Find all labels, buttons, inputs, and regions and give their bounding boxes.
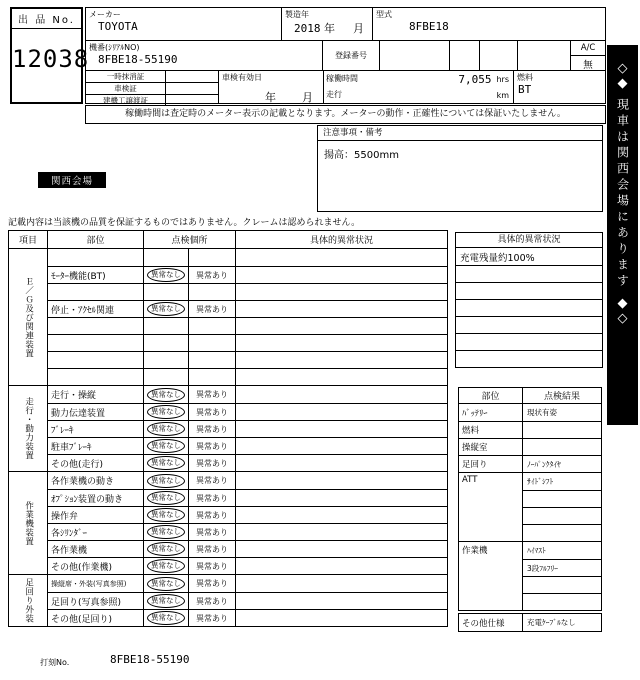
ng-label: 異常あり <box>196 304 228 314</box>
detail-cell <box>236 267 447 283</box>
exhibit-no-header: 出 品 No. <box>12 9 81 29</box>
result-row-fuel: 燃料 <box>459 421 601 438</box>
result-table-workunit <box>458 541 602 611</box>
part-label: 動力伝達装置 <box>48 404 144 420</box>
ng-label: 異常あり <box>196 407 228 417</box>
ng-label: 異常あり <box>196 510 228 520</box>
detail-cell <box>236 610 447 626</box>
inspection-row <box>48 592 447 609</box>
work-result: ﾊｲﾏｽﾄ <box>527 546 546 555</box>
detail-cell <box>236 593 447 609</box>
ng-label: 異常あり <box>196 476 228 485</box>
year-unit: 年 <box>324 22 335 35</box>
doc-label: 車検証 <box>86 83 166 94</box>
serial-cell <box>86 41 323 71</box>
result-table <box>458 387 602 542</box>
inspection-row <box>48 557 447 574</box>
inspection-table <box>8 230 448 627</box>
detail-cell <box>236 472 447 489</box>
ac-cell <box>571 41 605 71</box>
ok-circled: 異常なし <box>147 542 185 556</box>
inspection-row <box>48 403 447 420</box>
part-label: ﾌﾞﾚｰｷ <box>48 421 144 437</box>
inspection-row <box>48 300 447 317</box>
ng-label: 異常あり <box>196 596 228 606</box>
att-result <box>523 524 601 541</box>
machine-info-grid <box>85 7 606 104</box>
inspection-row <box>48 368 447 385</box>
result-block-workunit: 作業機 ﾊｲﾏｽﾄ 3段ﾌﾙﾌﾘｰ <box>459 542 601 610</box>
col-part: 部位 <box>48 231 144 248</box>
abnormal-detail-row <box>456 350 602 367</box>
inspection-row <box>48 609 447 626</box>
empty-cell <box>518 41 571 71</box>
part-label: その他(作業機) <box>48 558 144 574</box>
inspection-row <box>48 249 447 266</box>
document-checklist <box>86 71 219 103</box>
mfg-year-value: 2018 <box>294 22 321 35</box>
empty-cell <box>380 41 450 71</box>
section-drive <box>9 385 447 471</box>
ng-label: 異常あり <box>196 527 228 537</box>
col-part: 部位 <box>459 388 523 403</box>
ng-label: 異常あり <box>196 561 228 571</box>
inspection-row <box>48 489 447 506</box>
abnormal-detail-header: 具体的異常状況 <box>456 233 602 248</box>
stamp-no-label: 打刻No. <box>40 658 70 667</box>
maker-value: TOYOTA <box>98 20 138 33</box>
ok-circled: 異常なし <box>147 405 185 419</box>
detail-cell <box>236 507 447 523</box>
part-label: 操作弁 <box>48 507 144 523</box>
result-table-other <box>458 613 602 632</box>
inspection-row <box>48 575 447 592</box>
ng-label: 異常あり <box>196 390 228 399</box>
part-label: 各ｼﾘﾝﾀﾞｰ <box>48 524 144 540</box>
col-item: 項目 <box>9 231 48 248</box>
doc-value <box>166 83 218 94</box>
ok-circled: 異常なし <box>147 508 185 522</box>
quality-disclaimer: 記載内容は当該機の品質を保証するものではありません。クレームは認められません。 <box>8 218 361 228</box>
inspection-row <box>48 523 447 540</box>
ok-circled: 異常なし <box>147 474 185 488</box>
detail-cell <box>236 575 447 592</box>
att-result: ｻｲﾄﾞｼﾌﾄ <box>527 477 554 486</box>
ok-circled: 異常なし <box>147 525 185 539</box>
section-label: 作業機装置 <box>9 472 48 574</box>
part-label: 走行・操縦 <box>48 386 144 403</box>
remarks-header: 注意事項・備考 <box>318 126 602 141</box>
abnormal-detail-row <box>456 299 602 316</box>
inspection-row <box>48 351 447 368</box>
detail-cell <box>236 455 447 471</box>
ok-circled: 異常なし <box>147 302 185 316</box>
ac-value: 無 <box>583 59 593 71</box>
detail-cell <box>236 386 447 403</box>
inspection-row <box>48 506 447 523</box>
maker-cell <box>86 8 282 41</box>
maker-label: メーカー <box>89 10 121 19</box>
exhibit-no-box <box>10 7 90 104</box>
shaken-month-unit: 月 <box>302 91 313 104</box>
col-detail: 具体的異常状況 <box>309 236 373 246</box>
section-label: Ｅ／Ｇ及び関連装置 <box>9 249 48 385</box>
ok-circled: 異常なし <box>147 268 185 282</box>
hours-unit: hrs <box>496 74 509 84</box>
inspection-row <box>48 334 447 351</box>
stamp-no-value: 8FBE18-55190 <box>110 653 190 666</box>
shaken-year-unit: 年 <box>265 91 276 104</box>
ng-label: 異常あり <box>196 458 228 468</box>
part-label: ﾓｰﾀｰ機能(BT) <box>48 267 144 283</box>
doc-value <box>166 71 218 82</box>
att-result <box>523 490 601 507</box>
part-label: その他(足回り) <box>48 610 144 626</box>
work-result <box>523 593 601 610</box>
mfg-year-label: 製造年 <box>285 10 309 19</box>
part-label: 駐車ﾌﾞﾚｰｷ <box>48 438 144 454</box>
inspection-row <box>48 266 447 283</box>
inspection-row <box>48 317 447 334</box>
ok-circled: 異常なし <box>147 611 185 625</box>
part-label: 各作業機 <box>48 541 144 557</box>
doc-label: 建機工譲渡証 <box>86 95 166 106</box>
result-row-undercarriage: 足回り ﾉｰﾊﾟﾝｸﾀｲﾔ <box>459 455 601 472</box>
inspection-row <box>48 454 447 471</box>
shaken-label: 車検有効日 <box>222 73 262 82</box>
side-banner-text: 現車は関西会場にあります <box>615 98 630 290</box>
hours-label: 稼働時間 <box>326 74 358 83</box>
section-label: 走行・動力装置 <box>9 386 48 471</box>
section-exterior <box>9 574 447 626</box>
work-result <box>523 576 601 593</box>
inspection-row <box>48 420 447 437</box>
mileage-label: 走行 <box>326 90 342 99</box>
registration-no-cell: 登録番号 <box>323 41 380 71</box>
abnormal-detail-row <box>456 282 602 299</box>
abnormal-detail-box <box>455 232 603 368</box>
ng-label: 異常あり <box>196 579 228 588</box>
detail-cell <box>236 404 447 420</box>
abnormal-detail-row <box>456 265 602 282</box>
result-row-cabin: 操縦室 <box>459 438 601 455</box>
part-label: 停止・ｱｸｾﾙ関連 <box>48 301 144 317</box>
inspection-row <box>48 540 447 557</box>
doc-label: 一時抹消証 <box>86 71 166 82</box>
model-value: 8FBE18 <box>409 20 449 33</box>
abnormal-detail-row <box>456 316 602 333</box>
ok-circled: 異常なし <box>147 422 185 436</box>
abnormal-detail-row: 充電残量約100% <box>460 252 535 264</box>
section-eg <box>9 249 447 385</box>
fuel-label: 燃料 <box>517 73 533 82</box>
serial-label: 機番(ｼﾘｱﾙNO) <box>89 43 140 52</box>
shaken-validity-cell <box>219 71 324 103</box>
hours-value: 7,055 <box>458 72 492 86</box>
ok-circled: 異常なし <box>147 577 185 591</box>
section-label: 足回り外装 <box>9 575 48 626</box>
ng-label: 異常あり <box>196 544 228 554</box>
mileage-unit: km <box>496 90 509 100</box>
col-result: 点検結果 <box>543 392 580 402</box>
ac-label: A/C <box>571 41 605 56</box>
detail-cell <box>236 541 447 557</box>
ok-circled: 異常なし <box>147 559 185 573</box>
part-label: ｵﾌﾟｼｮﾝ装置の動き <box>48 490 144 506</box>
doc-row <box>86 71 218 83</box>
inspection-row <box>48 437 447 454</box>
detail-cell <box>236 438 447 454</box>
result-row-battery: ﾊﾞｯﾃﾘｰ 現状有姿 <box>459 404 601 421</box>
detail-cell <box>236 421 447 437</box>
hours-mileage-cell <box>324 71 514 103</box>
result-header-row <box>459 388 601 404</box>
work-result: 3段ﾌﾙﾌﾘｰ <box>523 559 601 576</box>
remarks-value: 揚高：5500mm <box>324 150 399 161</box>
part-label: 各作業機の動き <box>48 472 144 489</box>
col-point: 点検個所 <box>144 231 236 248</box>
ok-circled: 異常なし <box>147 439 185 453</box>
ng-label: 異常あり <box>196 424 228 434</box>
detail-cell <box>236 524 447 540</box>
exhibit-no-value: 12038 <box>12 45 90 73</box>
fuel-cell <box>514 71 605 103</box>
inspection-header-row <box>9 231 447 249</box>
part-label: 足回り(写真参照) <box>48 593 144 609</box>
diamond-filled-icon: ◆ <box>617 76 628 91</box>
inspection-row <box>48 472 447 489</box>
empty-cell <box>450 41 480 71</box>
meter-disclaimer: 稼働時間は査定時のメーター表示の記載となります。メーターの動作・正確性については保証いたしません。 <box>85 105 606 124</box>
att-result <box>523 507 601 524</box>
ok-circled: 異常なし <box>147 491 185 505</box>
result-block-att: ATT ｻｲﾄﾞｼﾌﾄ <box>459 472 601 541</box>
remarks-box <box>317 125 603 212</box>
serial-value: 8FBE18-55190 <box>98 53 178 66</box>
section-work <box>9 471 447 574</box>
diamond-open-icon: ◇ <box>617 61 628 76</box>
model-cell <box>373 8 605 41</box>
ok-circled: 異常なし <box>147 388 185 402</box>
month-unit: 月 <box>353 22 364 35</box>
ng-label: 異常あり <box>196 270 228 280</box>
doc-row <box>86 83 218 95</box>
venue-badge: 関西会場 <box>38 172 106 188</box>
diamond-open-icon: ◇ <box>617 311 628 326</box>
inspection-row <box>48 386 447 403</box>
mfg-year-cell <box>282 8 373 41</box>
side-banner <box>607 45 638 425</box>
ng-label: 異常あり <box>196 613 228 623</box>
empty-cell <box>480 41 518 71</box>
ng-label: 異常あり <box>196 493 228 503</box>
model-label: 型式 <box>376 10 392 19</box>
detail-cell <box>236 558 447 574</box>
part-label: その他(走行) <box>48 455 144 471</box>
ok-circled: 異常なし <box>147 456 185 470</box>
part-label: 操縦席・外装(写真参照) <box>48 575 144 592</box>
ng-label: 異常あり <box>196 441 228 451</box>
ok-circled: 異常なし <box>147 594 185 608</box>
result-row-other-spec: その他仕様 充電ｹｰﾌﾞﾙなし <box>459 614 601 631</box>
diamond-filled-icon: ◆ <box>617 296 628 311</box>
abnormal-detail-row <box>456 333 602 350</box>
inspection-row <box>48 283 447 300</box>
detail-cell <box>236 301 447 317</box>
detail-cell <box>236 490 447 506</box>
fuel-value: BT <box>518 83 532 96</box>
